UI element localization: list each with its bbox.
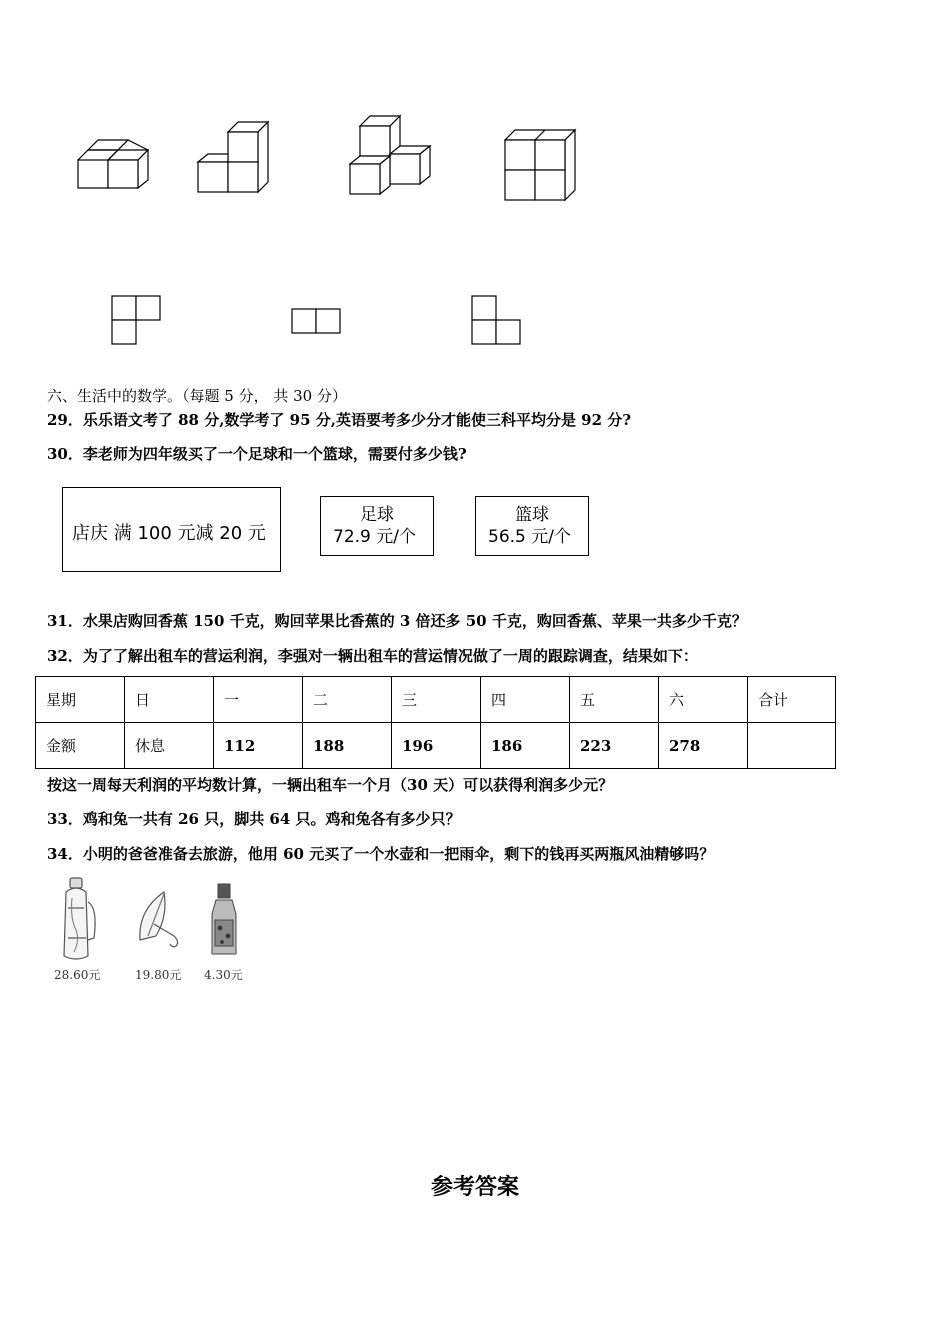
- table-cell: 278: [659, 723, 748, 769]
- table-header-cell: 六: [659, 677, 748, 723]
- table-header-cell: 五: [570, 677, 659, 723]
- basketball-name: 篮球: [515, 505, 549, 525]
- table-row: [36, 677, 836, 723]
- question-29: 29．乐乐语文考了 88 分,数学考了 95 分,英语要考多少分才能使三科平均分是 92 分?: [47, 411, 632, 429]
- table-header-cell: 合计: [748, 677, 836, 723]
- table-header-cell: 三: [392, 677, 481, 723]
- profit-table: [35, 676, 836, 769]
- view-figure-1: [112, 296, 162, 346]
- section-six-title: 六、生活中的数学。（每题 5 分， 共 30 分）: [47, 387, 347, 405]
- answer-section-title: 参考答案: [430, 1175, 519, 1200]
- oil-bottle-image: [206, 884, 242, 958]
- cube-figure-2: [198, 122, 270, 194]
- store-promo-text: 店庆 满 100 元减 20 元: [72, 523, 266, 544]
- table-row: [36, 723, 836, 769]
- cube-figure-1: [78, 140, 150, 190]
- table-cell: 112: [214, 723, 303, 769]
- umbrella-image: [134, 888, 184, 954]
- question-34: 34．小明的爸爸准备去旅游，他用 60 元买了一个水壶和一把雨伞，剩下的钱再买两瓶风油精够吗？: [47, 845, 715, 863]
- football-box: [320, 496, 434, 556]
- table-header-cell: 星期: [36, 677, 125, 723]
- store-promo-box: [62, 487, 281, 572]
- umbrella-price: 19.80元: [135, 968, 182, 982]
- basketball-box: [475, 496, 589, 556]
- table-cell: 休息: [125, 723, 214, 769]
- table-cell: 196: [392, 723, 481, 769]
- table-header-cell: 一: [214, 677, 303, 723]
- table-header-cell: 二: [303, 677, 392, 723]
- view-figure-3: [472, 296, 522, 346]
- cube-figure-4: [505, 130, 577, 202]
- basketball-price: 56.5 元/个: [488, 527, 571, 547]
- view-figure-2: [292, 309, 342, 335]
- question-33: 33．鸡和兔一共有 26 只，脚共 64 只。鸡和兔各有多少只？: [47, 810, 461, 828]
- table-cell: 223: [570, 723, 659, 769]
- cube-figure-3: [350, 116, 432, 198]
- table-cell: 188: [303, 723, 392, 769]
- table-cell: [748, 723, 836, 769]
- question-31: 31．水果店购回香蕉 150 千克，购回苹果比香蕉的 3 倍还多 50 千克，购回香蕉、苹果一共多少千克？: [47, 612, 747, 630]
- question-32: 32．为了了解出租车的营运利润，李强对一辆出租车的营运情况做了一周的跟踪调查，结果如下：: [47, 647, 698, 665]
- table-header-cell: 日: [125, 677, 214, 723]
- kettle-price: 28.60元: [54, 968, 101, 982]
- football-price: 72.9 元/个: [333, 527, 416, 547]
- question-30: 30．李老师为四年级买了一个足球和一个篮球，需要付多少钱?: [47, 445, 467, 463]
- table-header-cell: 四: [481, 677, 570, 723]
- table-cell: 金额: [36, 723, 125, 769]
- table-cell: 186: [481, 723, 570, 769]
- question-32-follow: 按这一周每天利润的平均数计算，一辆出租车一个月（30 天）可以获得利润多少元？: [47, 776, 614, 794]
- kettle-image: [58, 878, 100, 962]
- football-name: 足球: [360, 505, 394, 525]
- oil-bottle-price: 4.30元: [204, 968, 243, 982]
